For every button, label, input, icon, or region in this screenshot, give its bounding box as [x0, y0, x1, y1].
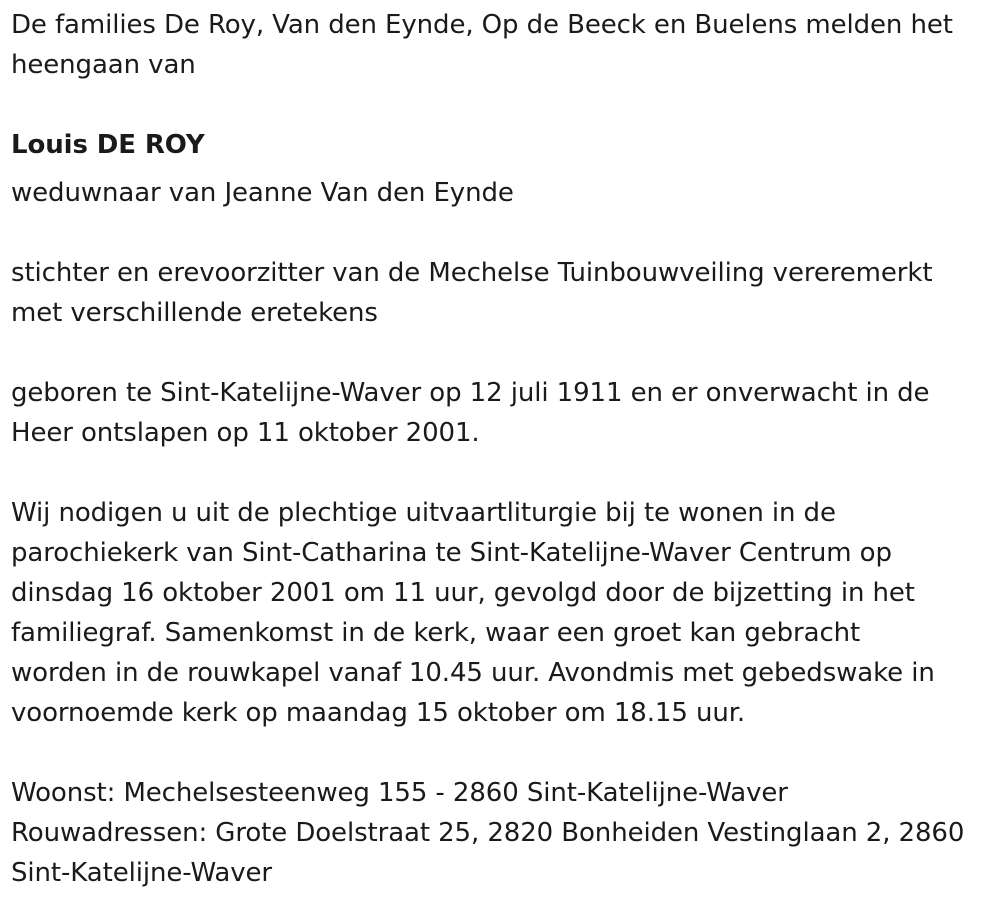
text-line: worden in de rouwkapel vanaf 10.45 uur. Avondmis met gebedswake in [11, 658, 935, 688]
text-line: Wij nodigen u uit de plechtige uitvaartliturgie bij te wonen in de [11, 498, 836, 528]
text-line: Heer ontslapen op 11 oktober 2001. [11, 418, 480, 448]
birth-death-paragraph [11, 373, 929, 453]
funeral-paragraph [11, 493, 935, 733]
condolence-address-line: Sint-Katelijne-Waver [11, 858, 273, 888]
text-line: heengaan van [11, 50, 196, 80]
text-line: met verschillende eretekens [11, 298, 378, 328]
residence-line: Woonst: Mechelsesteenweg 155 - 2860 Sint-Katelijne-Waver [11, 778, 788, 808]
deceased-name: Louis DE ROY [11, 130, 205, 160]
text-line: De families De Roy, Van den Eynde, Op de Beeck en Buelens melden het [11, 10, 953, 40]
intro-paragraph [11, 5, 953, 85]
text-line: parochiekerk van Sint-Catharina te Sint-Katelijne-Waver Centrum op [11, 538, 892, 568]
honors-paragraph [11, 253, 932, 333]
text-line: geboren te Sint-Katelijne-Waver op 12 juli 1911 en er onverwacht in de [11, 378, 930, 408]
text-line: stichter en erevoorzitter van de Mechelse Tuinbouwveiling vereremerkt [11, 258, 933, 288]
addresses-paragraph [11, 773, 964, 893]
relation-line: weduwnaar van Jeanne Van den Eynde [11, 178, 514, 208]
text-line: voornoemde kerk op maandag 15 oktober om 18.15 uur. [11, 698, 746, 728]
condolence-address-line: Rouwadressen: Grote Doelstraat 25, 2820 Bonheiden Vestinglaan 2, 2860 [11, 818, 965, 848]
text-line: dinsdag 16 oktober 2001 om 11 uur, gevolgd door de bijzetting in het [11, 578, 915, 608]
text-line: familiegraf. Samenkomst in de kerk, waar een groet kan gebracht [11, 618, 861, 648]
